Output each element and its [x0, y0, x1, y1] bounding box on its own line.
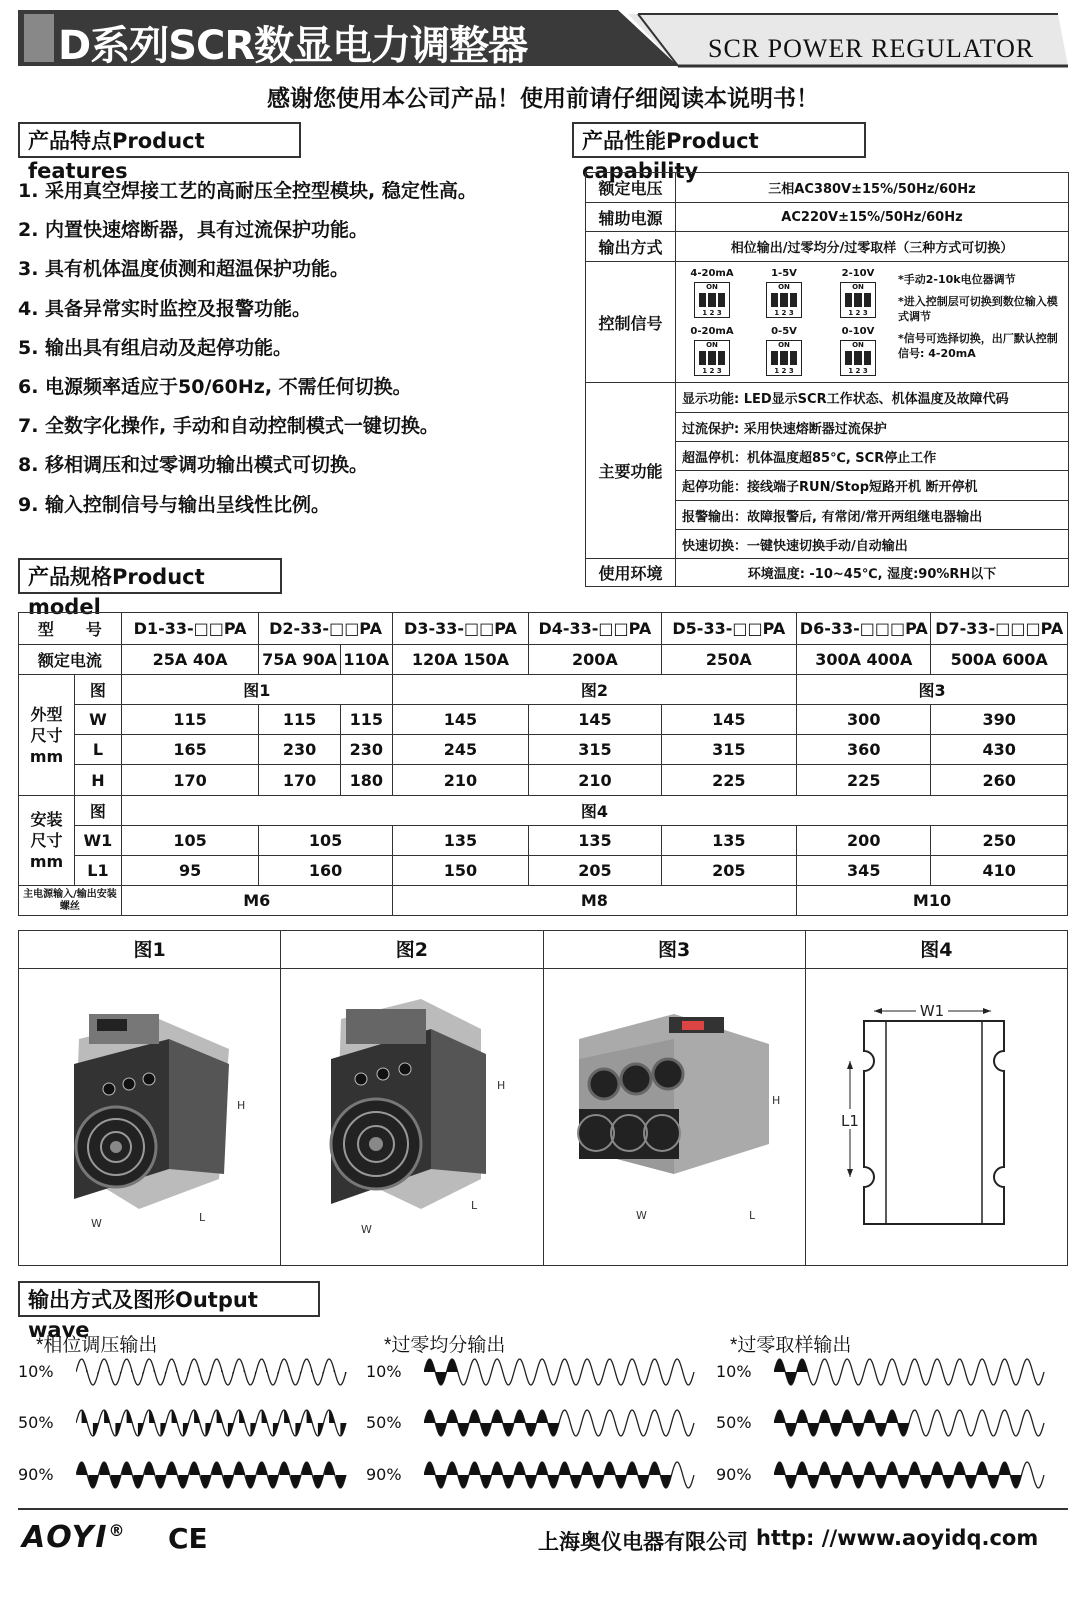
- dim-cell: 245: [392, 735, 528, 765]
- wave-level-label: 50%: [366, 1413, 402, 1432]
- feature-item: 8. 移相调压和过零调功输出模式可切换。: [18, 454, 369, 477]
- dim-cell: 180: [340, 765, 392, 796]
- svg-text:L1: L1: [840, 1112, 859, 1130]
- model-name: D4-33-□□PA: [529, 613, 661, 645]
- cap-value: 环境温度: -10~45℃, 湿度:90%RH以下: [676, 559, 1069, 587]
- wave-plot: [424, 1455, 696, 1495]
- cap-key: 辅助电源: [586, 203, 676, 232]
- switch-pins: [771, 351, 797, 365]
- control-signal-cell: [676, 262, 1069, 383]
- wave-level-label: 50%: [716, 1413, 752, 1432]
- current-value: 75A 90A: [259, 645, 340, 675]
- outer-dim-label: 外型尺寸mm: [19, 675, 75, 796]
- capability-table: [585, 172, 1069, 587]
- svg-text:H: H: [771, 1094, 780, 1107]
- dim-label: L1: [75, 856, 122, 886]
- dim-cell: 260: [931, 765, 1068, 796]
- dim-cell: 105: [259, 826, 392, 856]
- fig-ref: 图4: [121, 796, 1067, 826]
- dip-switch-grid: [684, 268, 884, 378]
- dim-label: H: [75, 765, 122, 796]
- current-value: 250A: [661, 645, 796, 675]
- switch-body: [766, 340, 802, 376]
- dim-cell: 300: [797, 705, 931, 735]
- dim-cell: 135: [529, 826, 661, 856]
- switch-pins: [699, 351, 725, 365]
- svg-text:L: L: [471, 1199, 478, 1212]
- fig-ref: 图3: [797, 675, 1068, 705]
- feature-item: 4. 具备异常实时监控及报警功能。: [18, 297, 312, 320]
- dip-switch: [756, 268, 812, 318]
- dim-cell: 115: [121, 705, 258, 735]
- switch-label: 0-5V: [771, 326, 797, 337]
- current-value: 500A 600A: [931, 645, 1068, 675]
- company-url[interactable]: http: //www.aoyidq.com: [756, 1526, 1039, 1550]
- capability-heading: 产品性能Product capability: [572, 122, 866, 158]
- wave-level-label: 10%: [18, 1362, 54, 1381]
- dim-cell: 315: [529, 735, 661, 765]
- cap-value: AC220V±15%/50Hz/60Hz: [676, 203, 1069, 232]
- feature-item: 6. 电源频率适应于50/60Hz, 不需任何切换。: [18, 375, 412, 398]
- product-image-small: [19, 969, 275, 1265]
- dim-cell: 145: [392, 705, 528, 735]
- wave-level-label: 90%: [716, 1465, 752, 1484]
- wave-plot: [774, 1352, 1046, 1392]
- switch-label: 0-20mA: [690, 326, 734, 337]
- dim-cell: 150: [392, 856, 528, 886]
- cap-key: 输出方式: [586, 232, 676, 262]
- dim-cell: 135: [661, 826, 796, 856]
- current-value: 120A 150A: [392, 645, 528, 675]
- model-name: D3-33-□□PA: [392, 613, 528, 645]
- current-value: 300A 400A: [797, 645, 931, 675]
- notice-text: 感谢您使用本公司产品！使用前请仔细阅读本说明书！: [267, 86, 819, 112]
- dim-cell: 230: [259, 735, 340, 765]
- header-banner: [18, 10, 1068, 68]
- dim-cell: 225: [797, 765, 931, 796]
- product-image-medium: [281, 969, 537, 1265]
- figure-caption: 图2: [281, 931, 542, 969]
- dim-label: W: [75, 705, 122, 735]
- switch-body: [840, 340, 876, 376]
- switch-label: 4-20mA: [690, 268, 734, 279]
- screw-label: 主电源输入/输出安装螺丝: [19, 886, 122, 916]
- page-subtitle: SCR POWER REGULATOR: [708, 34, 1035, 63]
- main-function: 超温停机：机体温度超85℃, SCR停止工作: [676, 442, 1069, 471]
- dim-cell: 360: [797, 735, 931, 765]
- wave-plot: [424, 1352, 696, 1392]
- company-name: 上海奥仪电器有限公司: [538, 1530, 748, 1554]
- cap-value: 相位输出/过零均分/过零取样（三种方式可切换）: [676, 232, 1069, 262]
- control-note: *手动2-10k电位器调节: [898, 273, 1016, 286]
- figure-caption: 图1: [19, 931, 280, 969]
- switch-pins: [845, 293, 871, 307]
- wave-level-label: 50%: [18, 1413, 54, 1432]
- feature-item: 5. 输出具有组启动及起停功能。: [18, 336, 293, 359]
- svg-text:W1: W1: [919, 1002, 944, 1020]
- wave-group-title: *过零均分输出: [384, 1335, 506, 1356]
- wave-plot: [76, 1455, 348, 1495]
- main-function: 起停功能：接线端子RUN/Stop短路开机 断开停机: [676, 471, 1069, 501]
- fig-label: 图: [75, 796, 122, 826]
- model-label: 型 号: [19, 613, 122, 645]
- switch-on-label: ON: [778, 283, 790, 291]
- feature-item: 2. 内置快速熔断器，具有过流保护功能。: [18, 219, 369, 242]
- svg-text:W: W: [91, 1217, 102, 1230]
- switch-on-label: ON: [706, 341, 718, 349]
- dim-label: L: [75, 735, 122, 765]
- feature-item: 7. 全数字化操作, 手动和自动控制模式一键切换。: [18, 415, 439, 438]
- dim-cell: 95: [121, 856, 258, 886]
- switch-pin-numbers: 1 2 3: [848, 367, 868, 375]
- brand-name: AOYI: [22, 1520, 109, 1555]
- dim-cell: 115: [340, 705, 392, 735]
- dim-cell: 170: [259, 765, 340, 796]
- switch-pin-numbers: 1 2 3: [848, 309, 868, 317]
- switch-label: 2-10V: [841, 268, 875, 279]
- dim-cell: 210: [392, 765, 528, 796]
- dim-cell: 345: [797, 856, 931, 886]
- dim-cell: 170: [121, 765, 258, 796]
- dim-label: W1: [75, 826, 122, 856]
- current-value: 200A: [529, 645, 661, 675]
- registered-mark: ®: [108, 1521, 127, 1540]
- brand-logo: [22, 1520, 127, 1555]
- dim-cell: 205: [661, 856, 796, 886]
- dip-switch: [830, 268, 886, 318]
- switch-pin-numbers: 1 2 3: [702, 367, 722, 375]
- wave-group-title: *过零取样输出: [730, 1335, 852, 1356]
- wave-group-title: *相位调压输出: [36, 1335, 158, 1356]
- dip-switch: [684, 326, 740, 376]
- svg-text:H: H: [237, 1099, 246, 1112]
- model-table: [18, 612, 1068, 916]
- svg-text:W: W: [635, 1209, 647, 1222]
- figure-caption: 图4: [806, 931, 1067, 969]
- dim-cell: 135: [392, 826, 528, 856]
- fig-label: 图: [75, 675, 122, 705]
- cap-key: 额定电压: [586, 173, 676, 203]
- control-note: *信号可选择切换，出厂默认控制信号: 4-20mA: [898, 332, 1058, 360]
- figure-2: [281, 931, 543, 1265]
- wave-plot: [774, 1403, 1046, 1443]
- switch-pins: [845, 351, 871, 365]
- mount-dim-label: 安装尺寸mm: [19, 796, 75, 886]
- switch-on-label: ON: [778, 341, 790, 349]
- dim-cell: 205: [529, 856, 661, 886]
- features-list: [18, 172, 558, 525]
- svg-text:W: W: [361, 1223, 373, 1236]
- wave-plot: [76, 1403, 348, 1443]
- figure-3: [544, 931, 806, 1265]
- feature-item: 1. 采用真空焊接工艺的高耐压全控型模块, 稳定性高。: [18, 180, 477, 202]
- wave-plot: [774, 1455, 1046, 1495]
- switch-body: [694, 282, 730, 318]
- cap-key: 使用环境: [586, 559, 676, 587]
- cap-key: 主要功能: [586, 383, 676, 559]
- feature-item: 9. 输入控制信号与输出呈线性比例。: [18, 493, 331, 516]
- product-image-large: [544, 969, 800, 1265]
- fig-ref: 图2: [392, 675, 796, 705]
- switch-pin-numbers: 1 2 3: [702, 309, 722, 317]
- dim-cell: 390: [931, 705, 1068, 735]
- switch-on-label: ON: [706, 283, 718, 291]
- footer-rule: [18, 1508, 1068, 1510]
- svg-text:L: L: [199, 1211, 206, 1224]
- main-function: 过流保护: 采用快速熔断器过流保护: [676, 413, 1069, 442]
- wave-level-label: 90%: [366, 1465, 402, 1484]
- dip-switch: [684, 268, 740, 318]
- svg-text:L: L: [748, 1209, 755, 1222]
- feature-item: 3. 具有机体温度侦测和超温保护功能。: [18, 258, 350, 281]
- cap-value: 三相AC380V±15%/50Hz/60Hz: [676, 173, 1069, 203]
- wave-heading: 输出方式及图形Output wave: [18, 1281, 320, 1317]
- wave-level-label: 10%: [366, 1362, 402, 1381]
- dim-cell: 410: [931, 856, 1068, 886]
- main-function: 显示功能: LED显示SCR工作状态、机体温度及故障代码: [676, 383, 1069, 413]
- dim-cell: 160: [259, 856, 392, 886]
- model-name: D1-33-□□PA: [121, 613, 258, 645]
- current-value: 110A: [340, 645, 392, 675]
- screw-value: M10: [797, 886, 1068, 916]
- switch-pin-numbers: 1 2 3: [774, 367, 794, 375]
- page-title: D系列SCR数显电力调整器: [58, 23, 528, 69]
- svg-text:H: H: [497, 1079, 506, 1092]
- figure-1: [19, 931, 281, 1265]
- model-name: D6-33-□□□PA: [797, 613, 931, 645]
- main-function: 快速切换：一键快速切换手动/自动输出: [676, 530, 1069, 559]
- figure-4: [806, 931, 1067, 1265]
- switch-body: [840, 282, 876, 318]
- current-value: 25A 40A: [121, 645, 258, 675]
- model-heading: 产品规格Product model: [18, 558, 282, 594]
- dip-switch: [830, 326, 886, 376]
- wave-level-label: 10%: [716, 1362, 752, 1381]
- control-note: *进入控制层可切换到数位输入模式调节: [898, 295, 1058, 323]
- switch-body: [766, 282, 802, 318]
- switch-body: [694, 340, 730, 376]
- switch-label: 0-10V: [841, 326, 875, 337]
- model-name: D2-33-□□PA: [259, 613, 392, 645]
- dim-cell: 230: [340, 735, 392, 765]
- figures-panel: [18, 930, 1068, 1266]
- dim-cell: 315: [661, 735, 796, 765]
- dim-cell: 210: [529, 765, 661, 796]
- mounting-diagram: [806, 969, 1062, 1265]
- dim-cell: 430: [931, 735, 1068, 765]
- current-label: 额定电流: [19, 645, 122, 675]
- features-heading: 产品特点Product features: [18, 122, 301, 158]
- dim-cell: 105: [121, 826, 258, 856]
- wave-plot: [424, 1403, 696, 1443]
- wave-level-label: 90%: [18, 1465, 54, 1484]
- figure-caption: 图3: [544, 931, 805, 969]
- switch-pins: [771, 293, 797, 307]
- wave-plot: [76, 1352, 348, 1392]
- ce-mark: CE: [168, 1522, 208, 1555]
- dim-cell: 165: [121, 735, 258, 765]
- screw-value: M8: [392, 886, 796, 916]
- model-name: D5-33-□□PA: [661, 613, 796, 645]
- model-name: D7-33-□□□PA: [931, 613, 1068, 645]
- dip-switch: [756, 326, 812, 376]
- switch-on-label: ON: [852, 283, 864, 291]
- switch-pins: [699, 293, 725, 307]
- screw-value: M6: [121, 886, 392, 916]
- switch-on-label: ON: [852, 341, 864, 349]
- dim-cell: 115: [259, 705, 340, 735]
- dim-cell: 200: [797, 826, 931, 856]
- switch-label: 1-5V: [771, 268, 797, 279]
- fig-ref: 图1: [121, 675, 392, 705]
- dim-cell: 145: [661, 705, 796, 735]
- cap-key: 控制信号: [586, 262, 676, 383]
- dim-cell: 145: [529, 705, 661, 735]
- dim-cell: 225: [661, 765, 796, 796]
- dim-cell: 250: [931, 826, 1068, 856]
- main-function: 报警输出：故障报警后, 有常闭/常开两组继电器输出: [676, 501, 1069, 530]
- switch-pin-numbers: 1 2 3: [774, 309, 794, 317]
